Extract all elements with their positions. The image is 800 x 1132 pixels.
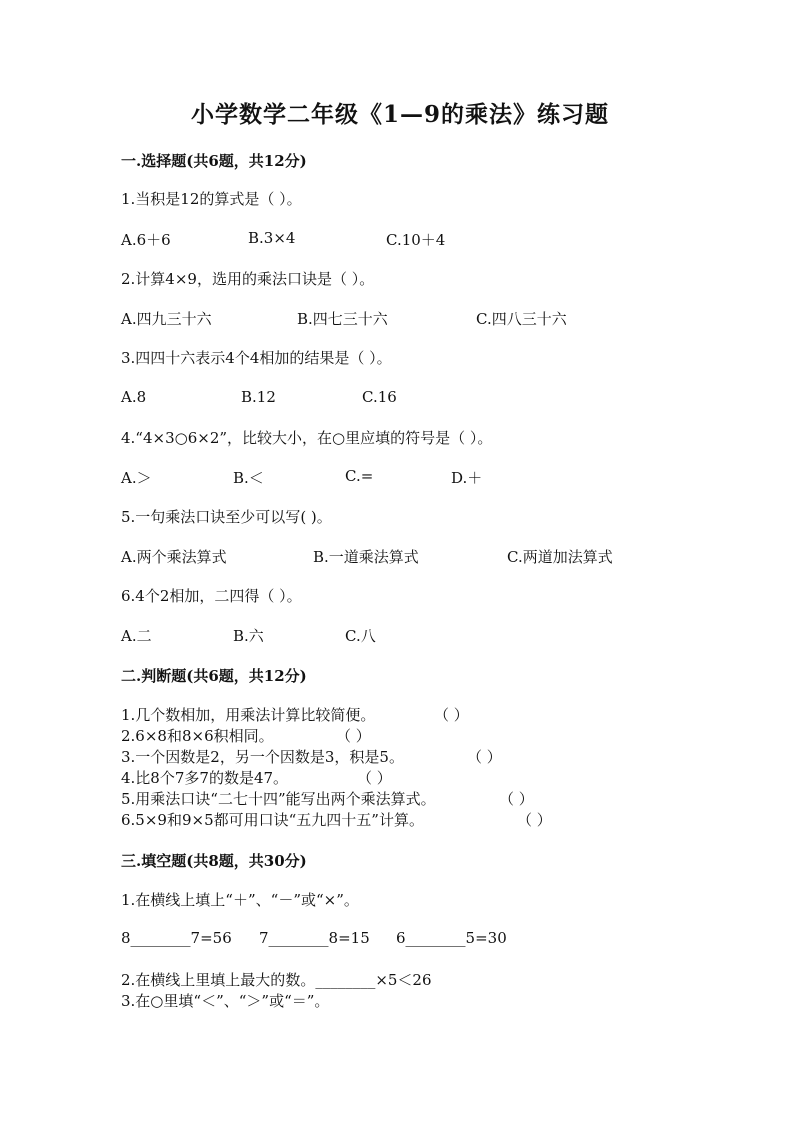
fill-question-3: 3.在○里填“＜”、“＞”或“＝”。 [121,992,330,1010]
tf-item-1-answer: （ ） [434,706,469,724]
question-4-option-d: D.＋ [451,469,483,487]
question-1-option-b: B.3×4 [248,229,296,247]
question-6-option-b: B.六 [233,627,264,645]
question-3-option-a: A.8 [121,388,147,406]
question-5-option-b: B.一道乘法算式 [313,548,419,566]
question-1-option-c: C.10＋4 [386,231,446,249]
question-2-option-a: A.四九三十六 [121,310,212,328]
question-3-option-c: C.16 [362,388,397,406]
tf-item-4: 4.比8个7多7的数是47。 [121,769,289,787]
fill-question-1: 1.在横线上填上“＋”、“－”或“×”。 [121,891,359,909]
tf-item-5: 5.用乘法口诀“二七十四”能写出两个乘法算式。 [121,790,436,808]
question-1: 1.当积是12的算式是（ ）。 [121,190,302,208]
tf-item-1: 1.几个数相加，用乘法计算比较简便。 [121,706,376,724]
tf-item-6: 6.5×9和9×5都可用口诀“五九四十五”计算。 [121,811,424,829]
tf-item-2: 2.6×8和8×6积相同。 [121,727,274,745]
question-5: 5.一句乘法口诀至少可以写( )。 [121,508,332,526]
section-heading-multiple-choice: 一.选择题(共6题，共12分) [121,152,307,170]
tf-item-6-answer: （ ） [517,811,552,829]
question-4-option-c: C.= [345,467,374,485]
question-3-option-b: B.12 [241,388,276,406]
question-3: 3.四四十六表示4个4相加的结果是（ ）。 [121,349,392,367]
tf-item-3-answer: （ ） [467,748,502,766]
question-5-option-c: C.两道加法算式 [507,548,613,566]
fill-blank-2: 7________8=15 [259,929,370,947]
question-2-option-c: C.四八三十六 [476,310,567,328]
question-6-option-c: C.八 [345,627,376,645]
fill-blank-3: 6________5=30 [396,929,507,947]
question-1-option-a: A.6＋6 [121,231,171,249]
page-title: 小学数学二年级《1—9的乘法》练习题 [190,101,609,128]
section-heading-fill-in: 三.填空题(共8题，共30分) [121,852,307,870]
fill-blank-1: 8________7=56 [121,929,232,947]
tf-item-2-answer: （ ） [336,727,371,745]
question-2-option-b: B.四七三十六 [297,310,388,328]
question-4-option-b: B.＜ [233,469,264,487]
question-6: 6.4个2相加，二四得（ ）。 [121,587,302,605]
tf-item-5-answer: （ ） [499,790,534,808]
fill-question-2: 2.在横线上里填上最大的数。________×5＜26 [121,971,432,989]
question-6-option-a: A.二 [121,627,152,645]
question-4-option-a: A.＞ [121,469,152,487]
question-2: 2.计算4×9，选用的乘法口诀是（ ）。 [121,270,375,288]
section-heading-true-false: 二.判断题(共6题，共12分) [121,667,307,685]
tf-item-4-answer: （ ） [357,769,392,787]
question-5-option-a: A.两个乘法算式 [121,548,227,566]
tf-item-3: 3.一个因数是2，另一个因数是3，积是5。 [121,748,404,766]
question-4: 4.“4×3○6×2”，比较大小，在○里应填的符号是（ ）。 [121,429,493,447]
